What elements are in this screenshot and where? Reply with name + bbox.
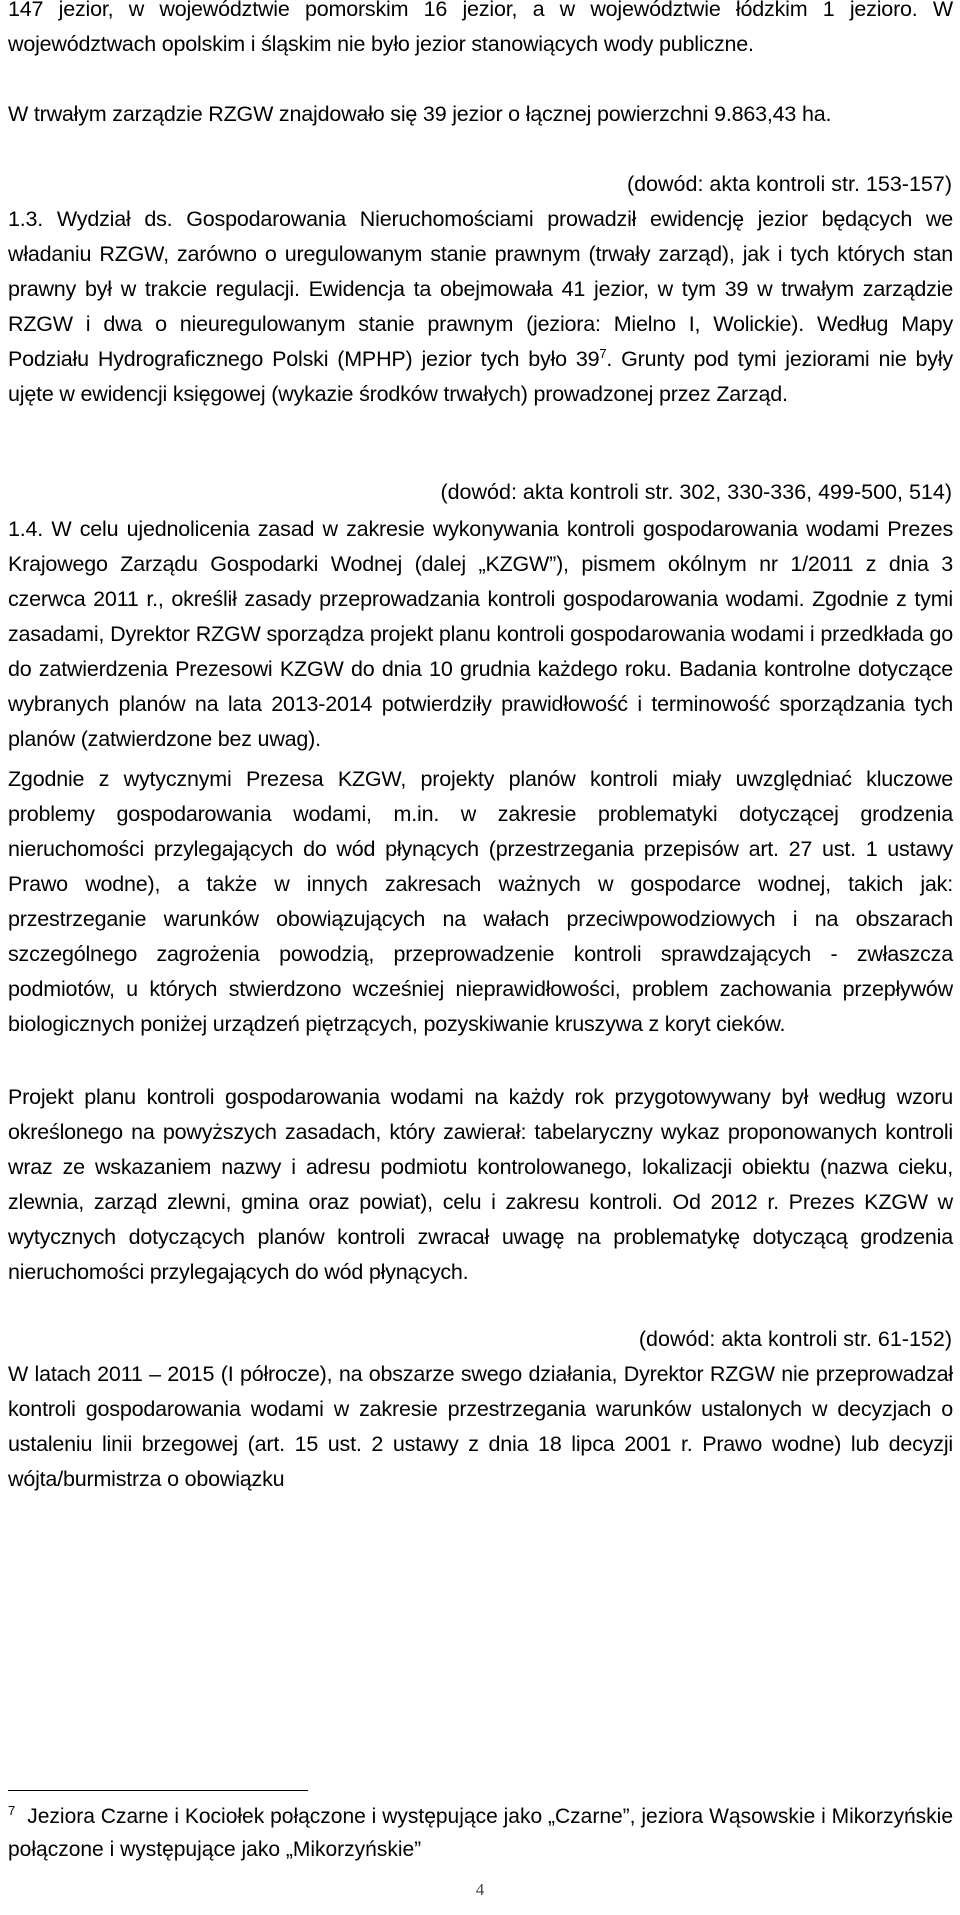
- page-number: 4: [475, 1880, 485, 1899]
- paragraph-1-3-part-b: . Grunty pod tymi jeziorami nie były ujęte w ewidencji księgowej (wykazie środków trwałych) prowadzonej przez Zarząd.: [8, 347, 953, 406]
- footnote-ref-7: 7: [599, 345, 607, 361]
- evidence-note-1: (dowód: akta kontroli str. 153-157): [626, 172, 952, 196]
- paragraph-lata-2011-2015: W latach 2011 – 2015 (I półrocze), na obszarze swego działania, Dyrektor RZGW nie przeprowadzał kontroli gospodarowania wodami w zakresie przestrzegania warunków ustalonych w decyzjach o ustaleniu linii brzegowej (art. 15 ust. 2 ustawy z dnia 18 lipca 2001 r. Prawo wodne) lub decyzji wójta/burmistrza o obowiązku: [8, 1362, 953, 1491]
- paragraph-trwaly-zarzad: W trwałym zarządzie RZGW znajdowało się 39 jezior o łącznej powierzchni 9.863,43 ha.: [8, 102, 832, 126]
- footnote-number: 7: [8, 1803, 16, 1818]
- evidence-note-2: (dowód: akta kontroli str. 302, 330-336, 499-500, 514): [440, 480, 952, 504]
- footnote-7: [8, 1800, 953, 1866]
- paragraph-1-3: [8, 202, 953, 412]
- footnote-text: Jeziora Czarne i Kociołek połączone i występujące jako „Czarne”, jeziora Wąsowskie i Mikorzyńskie połączone i występujące jako „Mikorzyńskie”: [8, 1805, 953, 1861]
- paragraph-1-4: 1.4. W celu ujednolicenia zasad w zakresie wykonywania kontroli gospodarowania wodami Prezes Krajowego Zarządu Gospodarki Wodnej (dalej „KZGW”), pismem okólnym nr 1/2011 z dnia 3 czerwca 2011 r., określił zasady przeprowadzania kontroli gospodarowania wodami. Zgodnie z tymi zasadami, Dyrektor RZGW sporządza projekt planu kontroli gospodarowania wodami i przedkłada go do zatwierdzenia Prezesowi KZGW do dnia 10 grudnia każdego roku. Badania kontrolne dotyczące wybranych planów na lata 2013-2014 potwierdziły prawidłowość i terminowość sporządzania tych planów (zatwierdzone bez uwag).: [8, 517, 953, 751]
- paragraph-1-3-part-a: 1.3. Wydział ds. Gospodarowania Nieruchomościami prowadził ewidencję jezior będących we władaniu RZGW, zarówno o uregulowanym stanie prawnym (trwały zarząd), jak i tych których stan prawny był w trakcie regulacji. Ewidencja ta obejmowała 41 jezior, w tym 39 w trwałym zarządzie RZGW i dwa o nieuregulowanym stanie prawnym (jeziora: Mielno I, Wolickie). Według Mapy Podziału Hydrograficznego Polski (MPHP) jezior tych było 39: [8, 207, 953, 371]
- paragraph-projekt-planu: Projekt planu kontroli gospodarowania wodami na każdy rok przygotowywany był według wzoru określonego na powyższych zasadach, który zawierał: tabelaryczny wykaz proponowanych kontroli wraz ze wskazaniem nazwy i adresu podmiotu kontrolowanego, lokalizacji obiektu (nazwa cieku, zlewnia, zarząd zlewni, gmina oraz powiat), celu i zakresu kontroli. Od 2012 r. Prezes KZGW w wytycznych dotyczących planów kontroli zwracał uwagę na problematykę dotyczącą grodzenia nieruchomości przylegających do wód płynących.: [8, 1085, 953, 1284]
- evidence-note-3: (dowód: akta kontroli str. 61-152): [638, 1327, 952, 1351]
- paragraph-lakes-count: 147 jezior, w województwie pomorskim 16 jezior, a w województwie łódzkim 1 jezioro. W województwach opolskim i śląskim nie było jezior stanowiących wody publiczne.: [8, 0, 953, 56]
- footnote-separator: [8, 1790, 308, 1791]
- paragraph-wytyczne: Zgodnie z wytycznymi Prezesa KZGW, projekty planów kontroli miały uwzględniać kluczowe problemy gospodarowania wodami, m.in. w zakresie problematyki dotyczącej grodzenia nieruchomości przylegających do wód płynących (przestrzegania przepisów art. 27 ust. 1 ustawy Prawo wodne), a także w innych zakresach ważnych w gospodarce wodnej, takich jak: przestrzeganie warunków obowiązujących na wałach przeciwpowodziowych i na obszarach szczególnego zagrożenia powodzią, przeprowadzenie kontroli sprawdzających - zwłaszcza podmiotów, u których stwierdzono wcześniej nieprawidłowości, problem zachowania przepływów biologicznych poniżej urządzeń piętrzących, pozyskiwanie kruszywa z koryt cieków.: [8, 767, 953, 1036]
